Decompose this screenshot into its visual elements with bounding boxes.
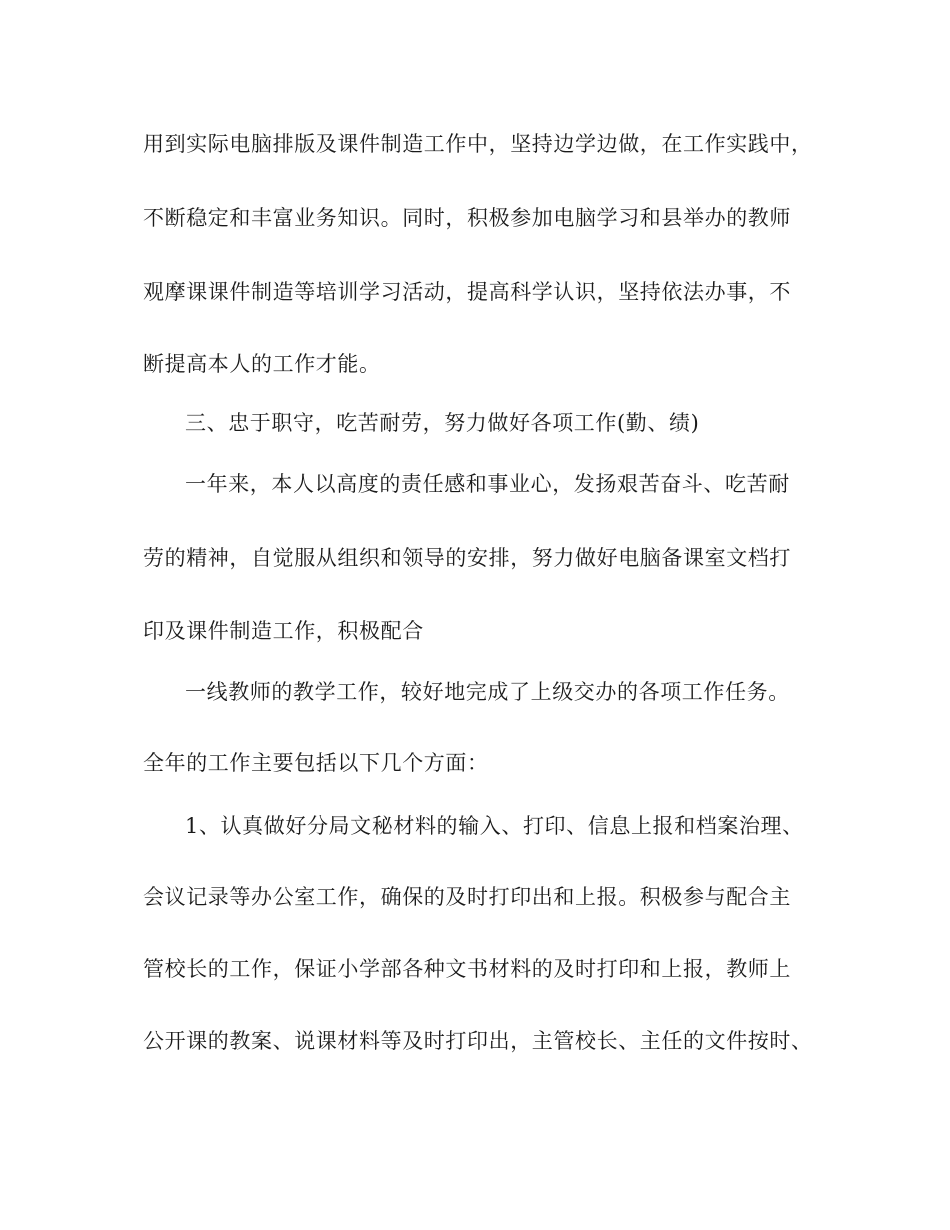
text-line: 印及课件制造工作，积极配合 bbox=[143, 619, 424, 643]
text-line: 管校长的工作，保证小学部各种文书材料的及时打印和上报，教师上 bbox=[143, 957, 791, 981]
text-line: 观摩课课件制造等培训学习活动，提高科学认识，坚持依法办事，不 bbox=[143, 280, 791, 304]
text-line: 不断稳定和丰富业务知识。同时，积极参加电脑学习和县举办的教师 bbox=[143, 206, 791, 230]
text-line: 公开课的教案、说课材料等及时打印出，主管校长、主任的文件按时、 bbox=[143, 1029, 813, 1053]
text-line: 一年来，本人以高度的责任感和事业心，发扬艰苦奋斗、吃苦耐 bbox=[185, 472, 790, 496]
section-heading: 三、忠于职守，吃苦耐劳，努力做好各项工作(勤、绩) bbox=[185, 411, 700, 435]
text-line: 全年的工作主要包括以下几个方面： bbox=[143, 751, 489, 775]
text-line: 劳的精神，自觉服从组织和领导的安排，努力做好电脑备课室文档打 bbox=[143, 546, 791, 570]
list-item-1: 1、认真做好分局文秘材料的输入、打印、信息上报和档案治理、 bbox=[185, 814, 804, 838]
text-line: 一线教师的教学工作，较好地完成了上级交办的各项工作任务。 bbox=[185, 680, 790, 704]
text-line: 断提高本人的工作才能。 bbox=[143, 352, 381, 376]
text-line: 会议记录等办公室工作，确保的及时打印出和上报。积极参与配合主 bbox=[143, 885, 791, 909]
text-line: 用到实际电脑排版及课件制造工作中，坚持边学边做，在工作实践中， bbox=[143, 132, 813, 156]
